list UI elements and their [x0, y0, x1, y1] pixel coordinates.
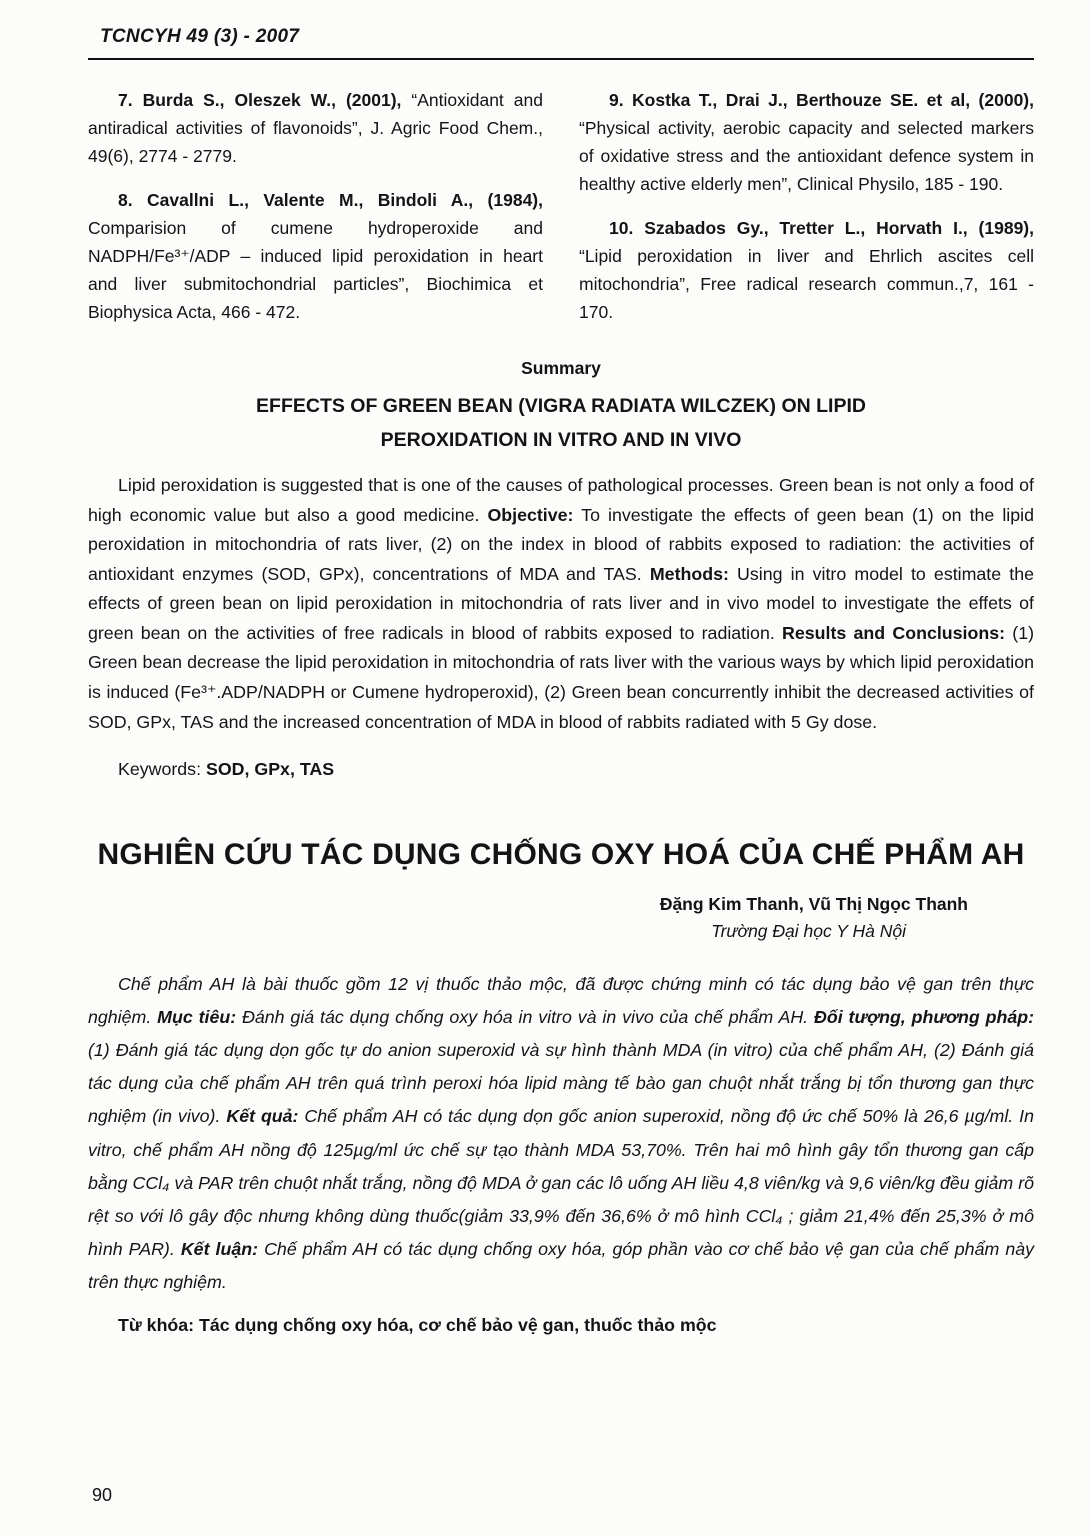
vietnamese-keywords: Từ khóa: Tác dụng chống oxy hóa, cơ chế bảo vệ gan, thuốc thảo mộc	[118, 1314, 717, 1335]
vietnamese-article-title: NGHIÊN CỨU TÁC DỤNG CHỐNG OXY HOÁ CỦA CHẾ PHẨM AH	[97, 838, 1025, 872]
reference-item-7: 7. Burda S., Oleszek W., (2001), “Antioxidant and antiradical activities of flavonoids”, J. Agric Food Chem., 49(6), 2774 - 2779.	[88, 90, 543, 166]
vietnamese-abstract: Chế phẩm AH là bài thuốc gồm 12 vị thuốc thảo mộc, đã được chứng minh có tác dụng bảo vệ gan trên thực nghiệm. Mục tiêu: Đánh giá tác dụng chống oxy hóa in vitro và in vivo của chế phẩm AH. Đối tượng, phương pháp: (1) Đánh giá tác dụng dọn gốc tự do anion superoxid và sự hình thành MDA (in vitro) của chế phẩm AH, (2) Đánh giá tác dụng của chế phẩm AH trên quá trình peroxi hóa lipid màng tế bào gan chuột nhắt trắng bị tổn thương gan thực nghiệm (in vivo). Kết quả: Chế phẩm AH có tác dụng dọn gốc anion superoxid, nồng độ ức chế 50% là 26,6 µg/ml. In vitro, chế phẩm AH nồng độ 125µg/ml ức chế sự tạo thành MDA 53,70%. Trên hai mô hình gây tổn thương gan cấp bằng CCl₄ và PAR trên chuột nhắt trắng, nồng độ MDA ở gan các lô uống AH liều 4,8 viên/kg và 9,6 viên/kg đều giảm rõ rệt so với lô gây độc nhưng không dùng thuốc(giảm 33,9% đến 36,6% ở mô hình CCl₄ ; giảm 21,4% đến 25,3% ở mô hình PAR). Kết luận: Chế phẩm AH có tác dụng chống oxy hóa, góp phần vào cơ chế bảo vệ gan của chế phẩm này trên thực nghiệm.	[88, 974, 1035, 1292]
references-left-column	[88, 86, 543, 342]
references-section	[88, 86, 1034, 342]
header-divider	[88, 58, 1034, 60]
english-keywords: Keywords: SOD, GPx, TAS	[118, 759, 335, 780]
reference-item-9: 9. Kostka T., Drai J., Berthouze SE. et al, (2000), “Physical activity, aerobic capacity and selected markers of oxidative stress and the antioxidant defence system in healthy active elderly men”, Clinical Physilo, 185 - 190.	[579, 90, 1034, 194]
english-abstract: Lipid peroxidation is suggested that is one of the causes of pathological processes. Green bean is not only a food of high economic value but also a good medicine. Objective: To investigate the effects of geen bean (1) on the lipid peroxidation in mitochondria of rats liver, (2) on the index in blood of rabbits exposed to radiation: the activities of antioxidant enzymes (SOD, GPx), concentrations of MDA and TAS. Methods: Using in vitro model to estimate the effects of green bean on lipid peroxidation in mitochondria of rats liver and in vivo model to investigate the effets of green bean on the activities of free radicals in blood of rabbits exposed to radiation. Results and Conclusions: (1) Green bean decrease the lipid peroxidation in mitochondria of rats liver with the various ways by which lipid peroxidation is induced (Fe³⁺.ADP/NADPH or Cumene hydroperoxid), (2) Green bean concurrently inhibit the decreased activities of SOD, GPx, TAS and the increased concentration of MDA in blood of rabbits radiated with 5 Gy dose.	[88, 475, 1035, 732]
references-right-column	[579, 86, 1034, 342]
journal-header: TCNCYH 49 (3) - 2007	[100, 26, 300, 47]
summary-title: EFFECTS OF GREEN BEAN (VIGRA RADIATA WILCZEK) ON LIPID PEROXIDATION IN VITRO AND IN VIVO	[256, 395, 866, 452]
reference-item-10: 10. Szabados Gy., Tretter L., Horvath I., (1989), “Lipid peroxidation in liver and Ehrlich ascites cell mitochondria”, Free radical research commun.,7, 161 - 170.	[579, 218, 1034, 322]
reference-item-8: 8. Cavallni L., Valente M., Bindoli A., (1984), Comparision of cumene hydroperoxide and NADPH/Fe³⁺/ADP – induced lipid peroxidation in heart and liver submitochondrial particles”, Biochimica et Biophysica Acta, 466 - 472.	[88, 190, 543, 322]
vietnamese-authors: Đặng Kim Thanh, Vũ Thị Ngọc Thanh	[659, 894, 968, 915]
summary-heading: Summary	[521, 358, 601, 378]
page-number: 90	[92, 1485, 113, 1505]
vietnamese-affiliation: Trường Đại học Y Hà Nội	[711, 921, 906, 942]
